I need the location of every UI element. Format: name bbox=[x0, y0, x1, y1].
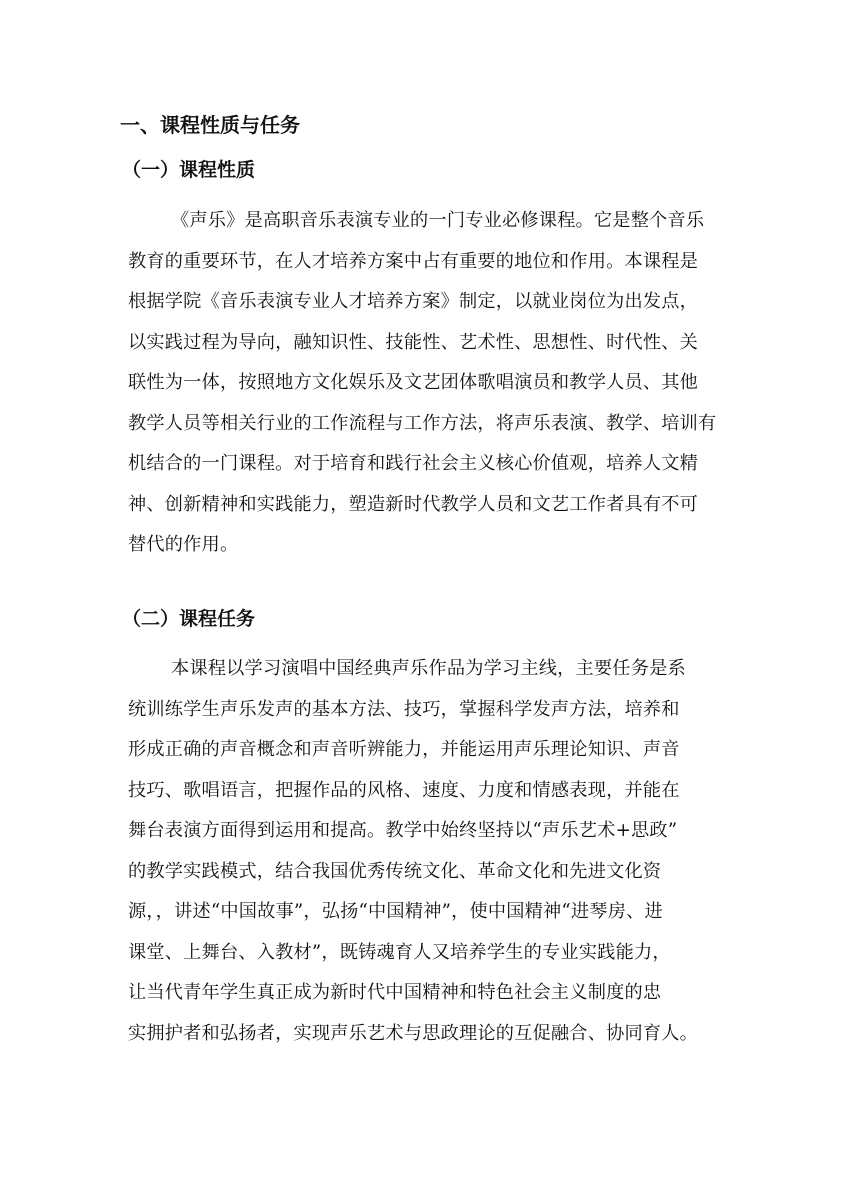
paragraph-line: 源，，讲述“中国故事”，弘扬“中国精神”，使中国精神“进琴房、进 bbox=[128, 901, 663, 922]
paragraph-line: 根据学院《音乐表演专业人才培养方案》制定，以就业岗位为出发点， bbox=[128, 291, 699, 312]
section-heading: 一、课程性质与任务 bbox=[120, 113, 300, 137]
paragraph-line: 统训练学生声乐发声的基本方法、技巧，掌握科学发声方法，培养和 bbox=[128, 698, 680, 720]
paragraph-line: 的教学实践模式，结合我国优秀传统文化、革命文化和先进文化资 bbox=[128, 860, 662, 882]
paragraph-line: 本课程以学习演唱中国经典声乐作品为学习主线，主要任务是系 bbox=[171, 658, 686, 679]
subsection-heading-course-nature: （一）课程性质 bbox=[122, 159, 256, 181]
paragraph-line: 技巧、歌唱语言，把握作品的风格、速度、力度和情感表现，并能在 bbox=[128, 779, 680, 801]
paragraph-line: 《声乐》是高职音乐表演专业的一门专业必修课程。它是整个音乐 bbox=[171, 210, 705, 231]
paragraph-line: 教学人员等相关行业的工作流程与工作方法，将声乐表演、教学、培训有 bbox=[128, 412, 717, 434]
paragraph-line: 教育的重要环节，在人才培养方案中占有重要的地位和作用。本课程是 bbox=[128, 250, 699, 272]
paragraph-line: 课堂、上舞台、入教材”，既铸魂育人又培养学生的专业实践能力， bbox=[128, 941, 671, 963]
subsection-heading-course-tasks: （二）课程任务 bbox=[122, 608, 256, 630]
paragraph-course-nature bbox=[128, 201, 728, 566]
paragraph-line: 神、创新精神和实践能力，塑造新时代教学人员和文艺工作者具有不可 bbox=[128, 493, 699, 515]
paragraph-line: 实拥护者和弘扬者，实现声乐艺术与思政理论的互促融合、协同育人。 bbox=[128, 1022, 699, 1044]
paragraph-line: 以实践过程为导向，融知识性、技能性、艺术性、思想性、时代性、关 bbox=[128, 331, 699, 353]
paragraph-line: 形成正确的声音概念和声音听辨能力，并能运用声乐理论知识、声音 bbox=[128, 739, 680, 760]
paragraph-line: 替代的作用。 bbox=[128, 534, 239, 555]
paragraph-line: 机结合的一门课程。对于培育和践行社会主义核心价值观，培养人文精 bbox=[128, 453, 699, 474]
paragraph-course-tasks bbox=[128, 649, 728, 1054]
paragraph-line: 让当代青年学生真正成为新时代中国精神和特色社会主义制度的忠 bbox=[128, 982, 662, 1003]
paragraph-line: 舞台表演方面得到运用和提高。教学中始终坚持以“声乐艺术+思政” bbox=[128, 820, 678, 841]
paragraph-line: 联性为一体，按照地方文化娱乐及文艺团体歌唱演员和教学人员、其他 bbox=[128, 372, 699, 393]
